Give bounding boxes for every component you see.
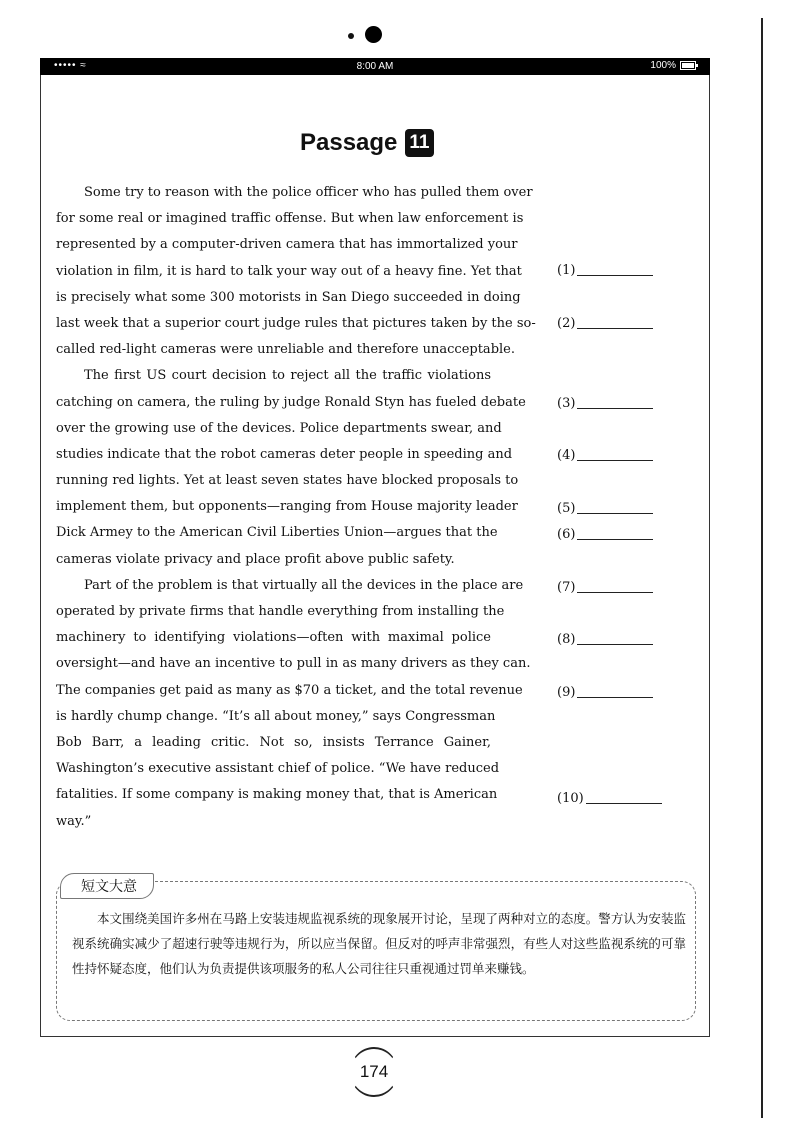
- passage-text: [56, 180, 536, 835]
- answer-blank-2[interactable]: [557, 316, 653, 331]
- signal-indicator: ••••• ≈: [54, 60, 87, 71]
- blank-line: [577, 527, 653, 540]
- blank-line: [577, 396, 653, 409]
- blank-label: (9): [557, 685, 576, 700]
- battery-icon: [680, 61, 696, 70]
- passage-line: is hardly chump change. “It’s all about money,” says Congressman: [56, 708, 496, 724]
- passage-line: Dick Armey to the American Civil Liberties Union—argues that the: [56, 525, 498, 541]
- passage-line: The first US court decision to reject all the traffic violations: [84, 368, 491, 384]
- passage-line: operated by private firms that handle everything from installing the: [56, 604, 505, 619]
- battery-status: [650, 60, 696, 71]
- blank-label: (2): [557, 316, 576, 331]
- device-edge: [761, 18, 763, 1118]
- passage-line: called red-light cameras were unreliable and therefore unacceptable.: [56, 342, 515, 358]
- passage-line: Bob Barr, a leading critic. Not so, insists Terrance Gainer,: [56, 734, 491, 750]
- answer-blank-7[interactable]: [557, 580, 653, 595]
- front-camera-icon: [365, 26, 382, 43]
- passage-line: studies indicate that the robot cameras deter people in speeding and: [56, 446, 513, 462]
- passage-line: Part of the problem is that virtually all the devices in the place are: [84, 577, 524, 593]
- blank-line: [577, 685, 653, 698]
- camera-sensor-icon: [348, 33, 354, 39]
- passage-line: for some real or imagined traffic offense. But when law enforcement is: [56, 211, 524, 227]
- answer-blank-10[interactable]: [557, 791, 662, 806]
- page-title: [300, 125, 434, 161]
- passage-line: Washington’s executive assistant chief of police. “We have reduced: [56, 761, 500, 777]
- passage-line: The companies get paid as many as $70 a ticket, and the total revenue: [56, 682, 523, 698]
- blank-label: (7): [557, 580, 576, 595]
- passage-line: fatalities. If some company is making money that, that is American: [56, 787, 498, 803]
- passage-line: machinery to identifying violations—often with maximal police: [56, 630, 491, 646]
- title-text: Passage: [300, 129, 398, 156]
- blank-line: [577, 316, 653, 329]
- blank-label: (8): [557, 632, 576, 647]
- summary-heading: 短文大意: [60, 873, 154, 899]
- passage-line: cameras violate privacy and place profit above public safety.: [56, 551, 455, 567]
- answer-blank-8[interactable]: [557, 632, 653, 647]
- blank-line: [577, 263, 653, 276]
- passage-line: is precisely what some 300 motorists in San Diego succeeded in doing: [56, 289, 521, 305]
- passage-number-badge: 11: [405, 129, 433, 157]
- blank-label: (3): [557, 396, 576, 411]
- status-bar: [40, 58, 710, 75]
- battery-percent: 100%: [650, 60, 676, 71]
- passage-line: violation in film, it is hard to talk your way out of a heavy fine. Yet that: [56, 263, 522, 279]
- passage-line: over the growing use of the devices. Police departments swear, and: [56, 420, 502, 436]
- passage-line: catching on camera, the ruling by judge Ronald Styn has fueled debate: [56, 394, 526, 410]
- passage-line: last week that a superior court judge rules that pictures taken by the so-: [56, 315, 536, 331]
- passage-line: implement them, but opponents—ranging from House majority leader: [56, 499, 518, 515]
- status-time: 8:00 AM: [356, 61, 394, 72]
- answer-blank-4[interactable]: [557, 448, 653, 463]
- answer-blank-6[interactable]: [557, 527, 653, 542]
- answer-blank-5[interactable]: [557, 501, 653, 516]
- answer-blank-1[interactable]: [557, 263, 653, 278]
- page-number: 174: [350, 1047, 398, 1097]
- passage-line: oversight—and have an incentive to pull in as many drivers as they can.: [56, 656, 531, 672]
- blank-line: [577, 632, 653, 645]
- blank-line: [577, 448, 653, 461]
- blank-line: [577, 501, 653, 514]
- blank-line: [577, 580, 653, 593]
- passage-line: represented by a computer-driven camera that has immortalized your: [56, 237, 518, 253]
- passage-line: running red lights. Yet at least seven states have blocked proposals to: [56, 473, 519, 489]
- blank-label: (6): [557, 527, 576, 542]
- passage-line: Some try to reason with the police officer who has pulled them over: [84, 185, 533, 200]
- blank-label: (10): [557, 791, 584, 806]
- blank-label: (5): [557, 501, 576, 516]
- blank-label: (4): [557, 448, 576, 463]
- answer-blank-9[interactable]: [557, 685, 653, 700]
- blank-line: [586, 791, 662, 804]
- summary-text: 本文围绕美国许多州在马路上安装违规监视系统的现象展开讨论，呈现了两种对立的态度。警方认为安装监视系统确实减少了超速行驶等违规行为，所以应当保留。但反对的呼声非常强烈，有些人对这些监视系统的可靠性持怀疑态度，他们认为负责提供该项服务的私人公司往往只重视通过罚单来赚钱。: [72, 911, 686, 976]
- answer-blank-3[interactable]: [557, 396, 653, 411]
- passage-line: way.”: [56, 813, 92, 829]
- blank-label: (1): [557, 263, 576, 278]
